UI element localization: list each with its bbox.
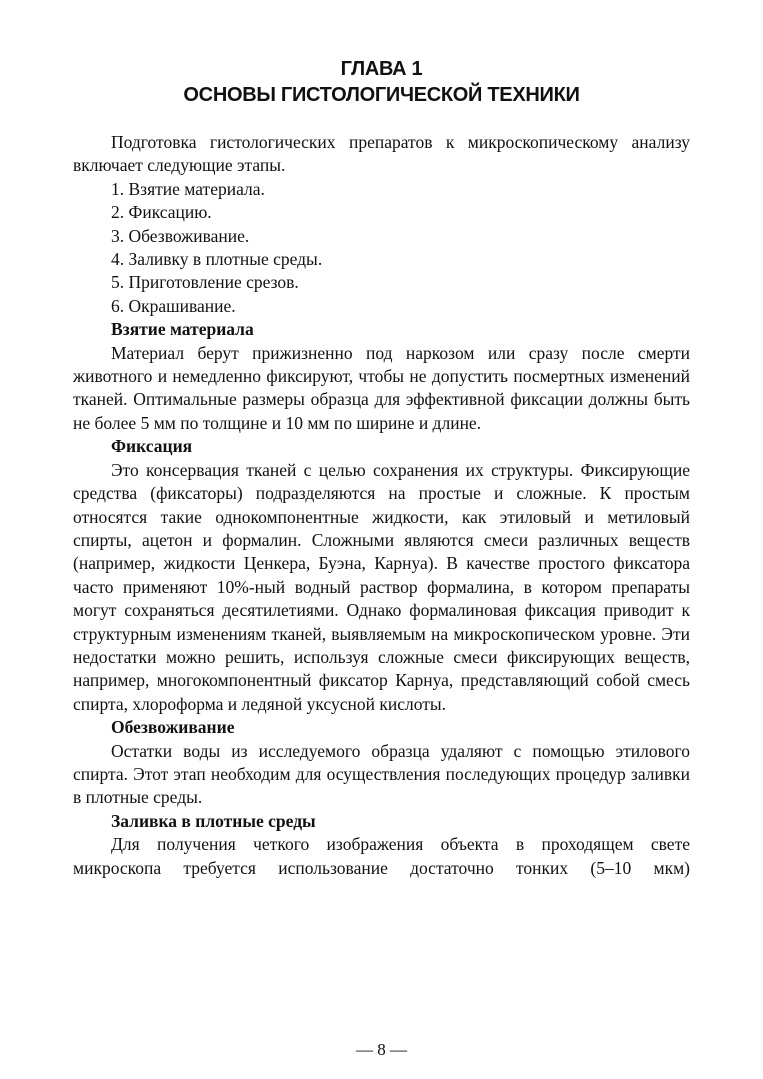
chapter-number: ГЛАВА 1 [340,58,423,80]
list-item: 1. Взятие материала. [111,178,265,199]
page-number: — 8 — [356,1040,407,1059]
steps-list [73,178,690,318]
section-heading: Фиксация [111,436,193,457]
list-item: 4. Заливку в плотные среды. [111,249,323,270]
chapter-title: ОСНОВЫ ГИСТОЛОГИЧЕСКОЙ ТЕХНИКИ [183,84,580,106]
section-paragraph: Это консервация тканей с целью сохранения их структуры. Фиксирующие средства (фиксаторы) подразделяются на простые и сложные. К простым относятся такие однокомпонентные жидкости, как этиловый и метиловый спирты, ацетон и формалин. Сложными являются смеси различных веществ (например, жидкости Ценкера, Буэна, Карнуа). В качестве простого фиксатора часто применяют 10%-ный водный раствор формалина, в котором препараты могут сохраняться десятилетиями. Однако формалиновая фиксация приводит к структурным изменениям тканей, выявляемым на микроскопическом уровне. Эти недостатки можно решить, используя сложные смеси фиксирующих веществ, например, многокомпонентный фиксатор Карнуа, представляющий собой смесь спирта, хлороформа и ледяной уксусной кислоты. [73,459,690,714]
section-paragraph: Остатки воды из исследуемого образца удаляют с помощью этилового спирта. Этот этап необходим для осуществления последующих процедур заливки в плотные среды. [73,740,690,808]
section-paragraph: Материал берут прижизненно под наркозом или сразу после смерти животного и немедленно фиксируют, чтобы не допустить посмертных изменений тканей. Оптимальные размеры образца для эффективной фиксации должны быть не более 5 мм по толщине и 10 мм по ширине и длине. [73,342,690,433]
intro-paragraph: Подготовка гистологических препаратов к микроскопическому анализу включает следующие этапы. [73,132,690,176]
list-item: 6. Окрашивание. [111,295,236,316]
section-heading: Заливка в плотные среды [111,810,316,831]
list-item: 2. Фиксацию. [111,202,212,223]
body-text [73,131,690,880]
section-heading: Взятие материала [111,319,254,340]
list-item: 5. Приготовление срезов. [111,272,299,293]
list-item: 3. Обезвоживание. [111,225,250,246]
section-heading: Обезвоживание [111,717,235,738]
section-paragraph: Для получения четкого изображения объекта в проходящем свете микроскопа требуется использование достаточно тонких (5–10 мкм) [73,834,690,878]
